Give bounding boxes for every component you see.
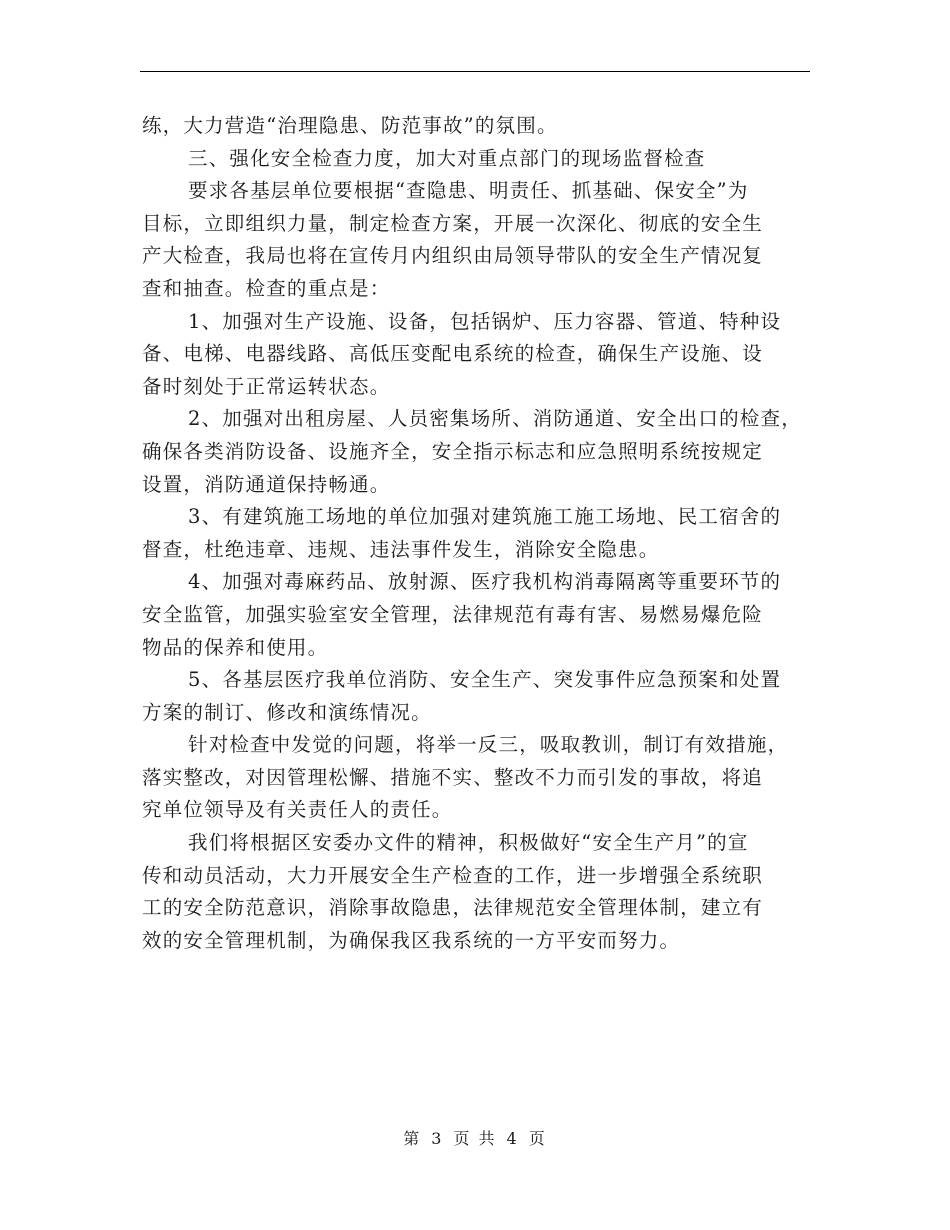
text-line: 备、电梯、电器线路、高低压变配电系统的检查，确保生产设施、设 bbox=[142, 342, 764, 366]
text-line: 传和动员活动，大力开展安全生产检查的工作，进一步增强全系统职 bbox=[142, 863, 764, 887]
text-line: 落实整改，对因管理松懈、措施不实、整改不力而引发的事故，将追 bbox=[142, 765, 764, 789]
document-body bbox=[142, 110, 822, 957]
text-line: 产大检查，我局也将在宣传月内组织由局领导带队的安全生产情况复 bbox=[142, 244, 764, 268]
footer-total-pages: 4 bbox=[506, 1129, 519, 1148]
text-line: 要求各基层单位要根据“查隐患、明责任、抓基础、保安全”为 bbox=[188, 179, 749, 203]
text-line: 我们将根据区安委办文件的精神，积极做好“安全生产月”的宣 bbox=[188, 831, 749, 855]
text-line: 目标，立即组织力量，制定检查方案，开展一次深化、彻底的安全生 bbox=[142, 211, 764, 235]
footer-middle: 页 共 bbox=[453, 1129, 497, 1148]
text-line: 三、强化安全检查力度，加大对重点部门的现场监督检查 bbox=[188, 146, 706, 170]
text-line: 针对检查中发觉的问题，将举一反三，吸取教训，制订有效措施， bbox=[188, 733, 789, 757]
text-line: 安全监管，加强实验室安全管理，法律规范有毒有害、易燃易爆危险 bbox=[142, 602, 764, 626]
text-line: 2、加强对出租房屋、人员密集场所、消防通道、安全出口的检查， bbox=[188, 407, 802, 431]
text-line: 练，大力营造“治理隐患、防范事故”的氛围。 bbox=[142, 114, 558, 137]
footer-suffix: 页 bbox=[528, 1129, 547, 1148]
text-line: 备时刻处于正常运转状态。 bbox=[142, 374, 391, 398]
page-footer bbox=[0, 1126, 950, 1149]
text-line: 方案的制订、修改和演练情况。 bbox=[142, 700, 432, 724]
footer-page-number: 3 bbox=[431, 1129, 444, 1148]
text-line: 查和抽查。检查的重点是： bbox=[142, 276, 391, 300]
text-line: 究单位领导及有关责任人的责任。 bbox=[142, 798, 453, 822]
text-line: 工的安全防范意识，消除事故隐患，法律规范安全管理体制，建立有 bbox=[142, 896, 764, 920]
text-line: 确保各类消防设备、设施齐全，安全指示标志和应急照明系统按规定 bbox=[142, 439, 764, 463]
footer-prefix: 第 bbox=[403, 1129, 422, 1148]
text-line: 效的安全管理机制，为确保我区我系统的一方平安而努力。 bbox=[142, 928, 681, 952]
text-line: 1、加强对生产设施、设备，包括锅炉、压力容器、管道、特种设 bbox=[188, 309, 782, 333]
text-line: 设置，消防通道保持畅通。 bbox=[142, 472, 391, 496]
text-line: 4、加强对毒麻药品、放射源、医疗我机构消毒隔离等重要环节的 bbox=[188, 570, 782, 594]
text-line: 物品的保养和使用。 bbox=[142, 635, 329, 659]
header-rule bbox=[140, 71, 810, 72]
text-line: 3、有建筑施工场地的单位加强对建筑施工施工场地、民工宿舍的 bbox=[188, 505, 782, 529]
text-line: 督查，杜绝违章、违规、违法事件发生，消除安全隐患。 bbox=[142, 537, 660, 561]
text-line: 5、各基层医疗我单位消防、安全生产、突发事件应急预案和处置 bbox=[188, 668, 782, 692]
